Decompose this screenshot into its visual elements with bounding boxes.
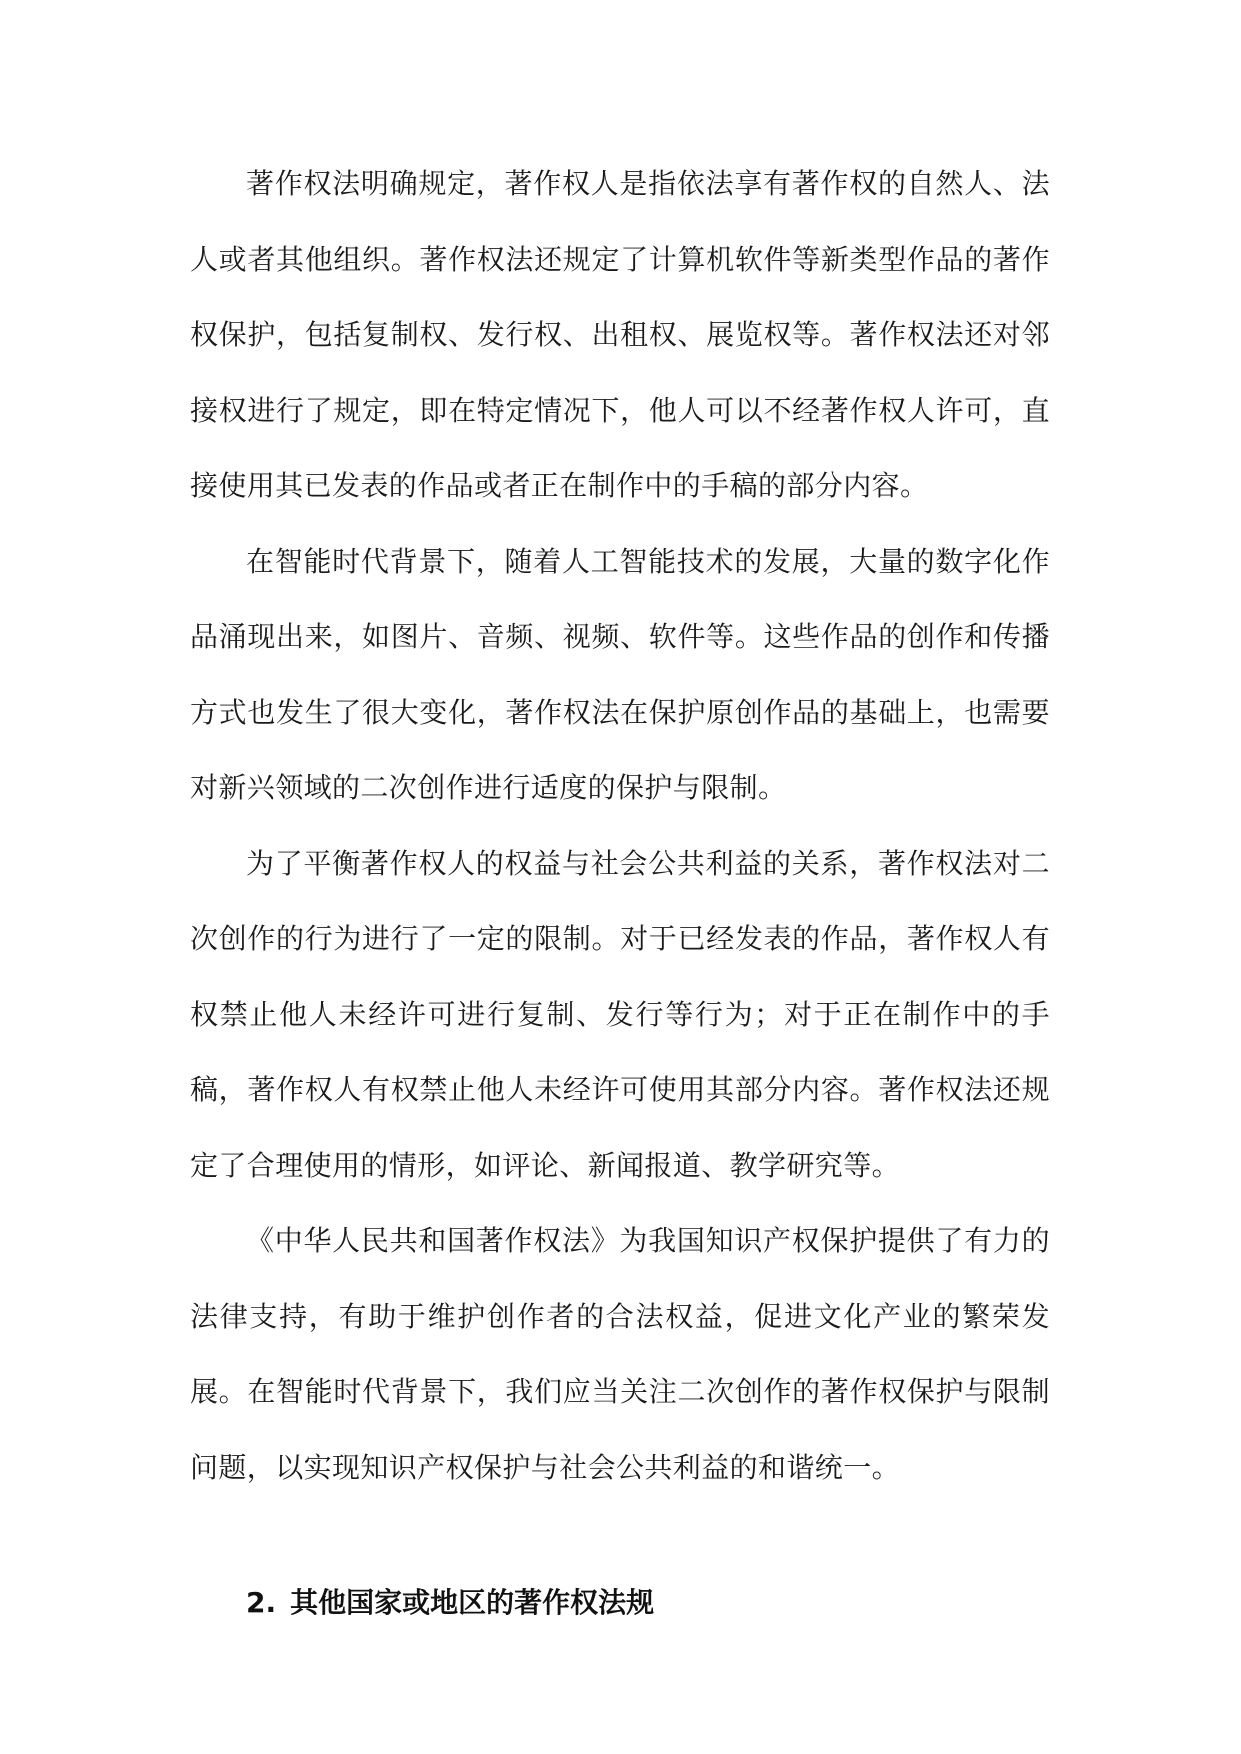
document-body	[190, 146, 1050, 1640]
paragraph-ai-era-works: 在智能时代背景下，随着人工智能技术的发展，大量的数字化作品涌现出来，如图片、音频、视频、软件等。这些作品的创作和传播方式也发生了很大变化，著作权法在保护原创作品的基础上，也需要对新兴领域的二次创作进行适度的保护与限制。	[190, 544, 1050, 804]
paragraph-derivative-limits: 为了平衡著作权人的权益与社会公共利益的关系，著作权法对二次创作的行为进行了一定的限制。对于已经发表的作品，著作权人有权禁止他人未经许可进行复制、发行等行为；对于正在制作中的手稿，著作权人有权禁止他人未经许可使用其部分内容。著作权法还规定了合理使用的情形，如评论、新闻报道、教学研究等。	[190, 846, 1050, 1182]
section-title: 其他国家或地区的著作权法规	[290, 1586, 655, 1619]
paragraph-copyright-law-summary: 《中华人民共和国著作权法》为我国知识产权保护提供了有力的法律支持，有助于维护创作者的合法权益，促进文化产业的繁荣发展。在智能时代背景下，我们应当关注二次创作的著作权保护与限制问题，以实现知识产权保护与社会公共利益的和谐统一。	[190, 1224, 1050, 1484]
section-heading	[190, 1565, 1050, 1640]
section-number: 2.	[246, 1586, 277, 1619]
paragraph-copyright-definition: 著作权法明确规定，著作权人是指依法享有著作权的自然人、法人或者其他组织。著作权法还规定了计算机软件等新类型作品的著作权保护，包括复制权、发行权、出租权、展览权等。著作权法还对邻接权进行了规定，即在特定情况下，他人可以不经著作权人许可，直接使用其已发表的作品或者正在制作中的手稿的部分内容。	[190, 167, 1050, 502]
